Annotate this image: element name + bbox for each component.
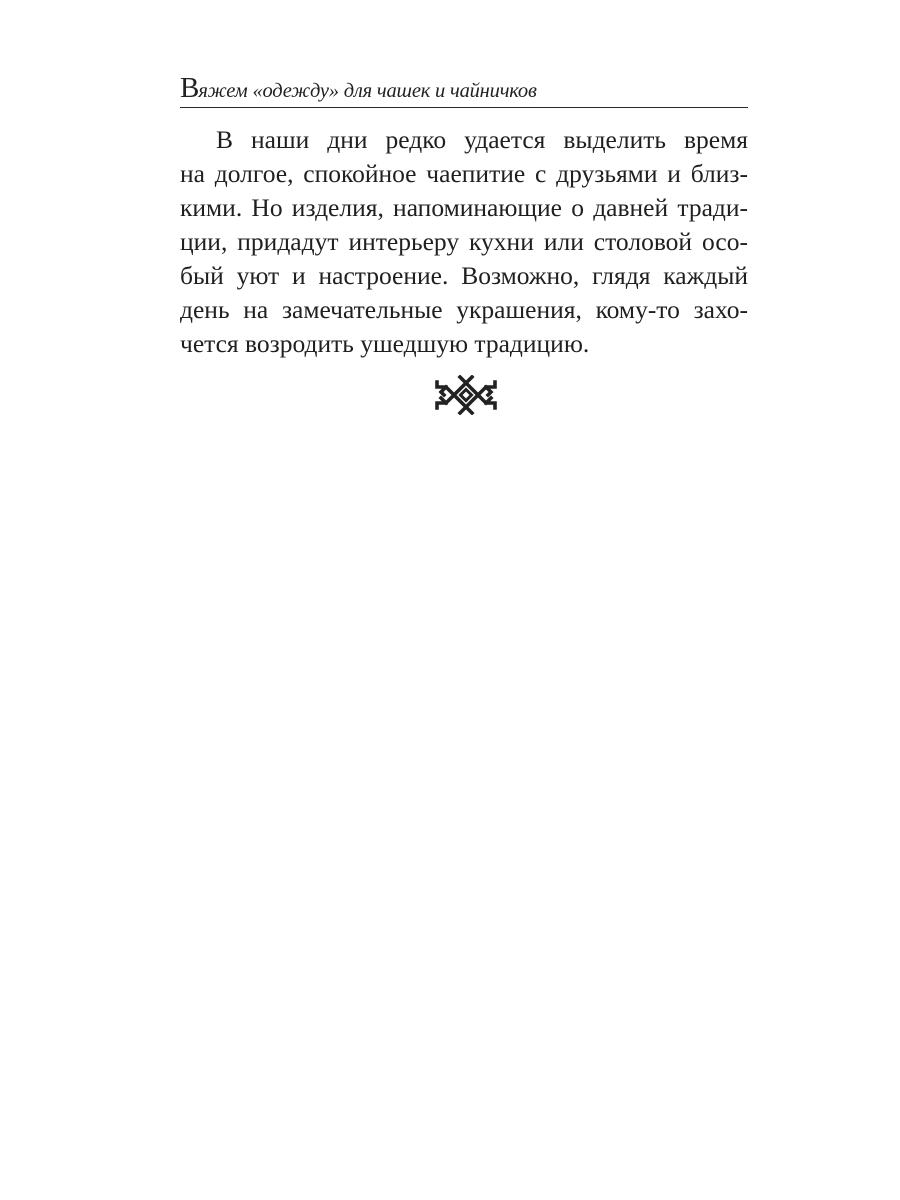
paragraph-line: бый уют и настроение. Возможно, глядя каждый (180, 261, 748, 290)
body-paragraph (180, 123, 748, 361)
book-page (180, 0, 748, 1200)
paragraph-line: кими. Но изделия, напоминающие о давней тради- (180, 193, 748, 222)
paragraph-line: ции, придадут интерьеру кухни или столовой осо- (180, 227, 748, 256)
paragraph-line: В наши дни редко удается выделить время (216, 125, 748, 154)
folk-diamond-ornament-icon (434, 375, 498, 415)
paragraph-line: день на замечательные украшения, кому-то захо- (180, 295, 748, 324)
paragraph-line: чется возродить ушедшую традицию. (180, 329, 590, 358)
paragraph-line: на долгое, спокойное чаепитие с друзьями и близ- (180, 159, 748, 188)
running-head-title: яжем «одежду» для чашек и чайничков (198, 80, 537, 102)
running-head-initial: В (180, 72, 199, 104)
header-rule (180, 107, 748, 108)
running-head (180, 74, 748, 108)
